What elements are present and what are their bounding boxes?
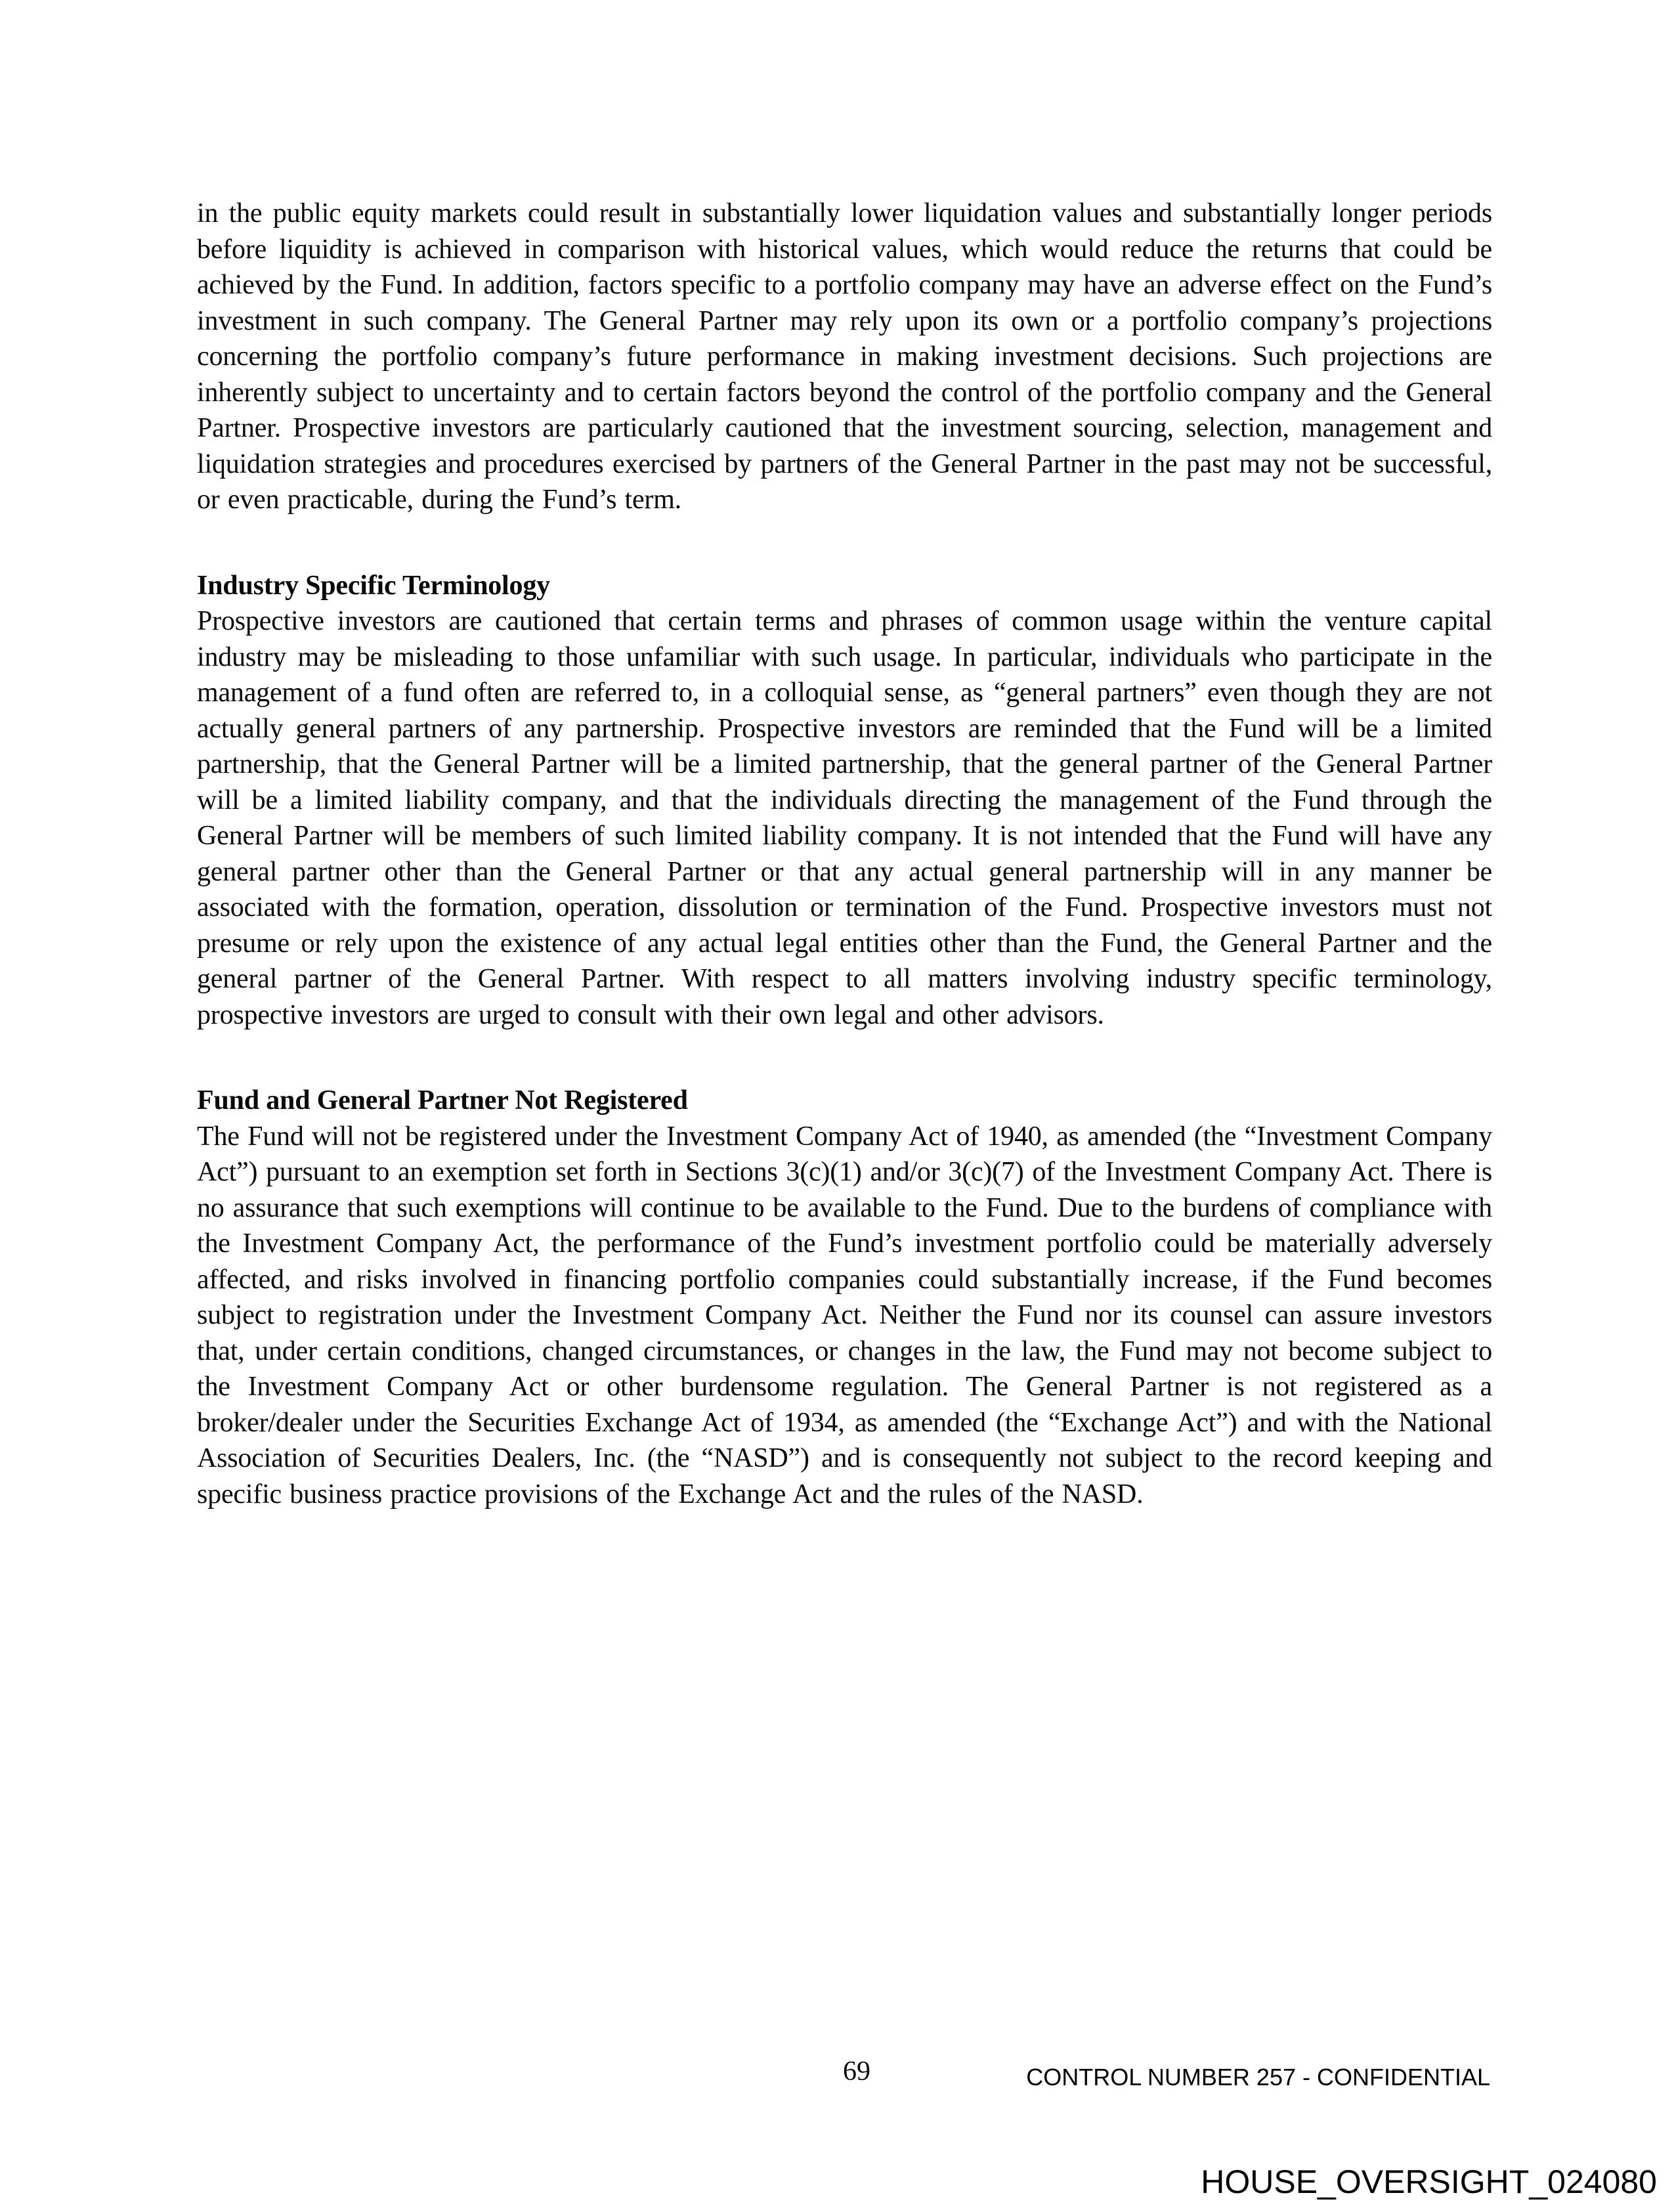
control-number-confidential-label: CONTROL NUMBER 257 - CONFIDENTIAL — [1026, 2064, 1490, 2091]
section-fund-and-general-partner-not-registered — [197, 1083, 1492, 1512]
page-content — [197, 196, 1492, 1512]
section-heading-industry-specific-terminology: Industry Specific Terminology — [197, 570, 550, 601]
paragraph-continuation: in the public equity markets could result in substantially lower liquidation values and substantially longer periods before liquidity is achieved in comparison with historical values, which would reduce the returns that could be achieved by the Fund. In addition, factors specific to a portfolio company may have an adverse effect on the Fund’s investment in such company. The General Partner may rely upon its own or a portfolio company’s projections concerning the portfolio company’s future performance in making investment decisions. Such projections are inherently subject to uncertainty and to certain factors beyond the control of the portfolio company and the General Partner. Prospective investors are particularly cautioned that the investment sourcing, selection, management and liquidation strategies and procedures exercised by partners of the General Partner in the past may not be successful, or even practicable, during the Fund’s term. — [197, 198, 1492, 515]
paragraph-industry-specific-terminology: Prospective investors are cautioned that certain terms and phrases of common usage within the venture capital industry may be misleading to those unfamiliar with such usage. In particular, individuals who participate in the management of a fund often are referred to, in a colloquial sense, as “general partners” even though they are not actually general partners of any partnership. Prospective investors are reminded that the Fund will be a limited partnership, that the General Partner will be a limited partnership, that the general partner of the General Partner will be a limited liability company, and that the individuals directing the management of the Fund through the General Partner will be members of such limited liability company. It is not intended that the Fund will have any general partner other than the General Partner or that any actual general partnership will in any manner be associated with the formation, operation, dissolution or termination of the Fund. Prospective investors must not presume or rely upon the existence of any actual legal entities other than the Fund, the General Partner and the general partner of the General Partner. With respect to all matters involving industry specific terminology, prospective investors are urged to consult with their own legal and other advisors. — [197, 606, 1492, 1030]
section-industry-specific-terminology — [197, 568, 1492, 1033]
paragraph-fund-not-registered: The Fund will not be registered under the Investment Company Act of 1940, as amended (the “Investment Company Act”) pursuant to an exemption set forth in Sections 3(c)(1) and/or 3(c)(7) of the Investment Company Act. There is no assurance that such exemptions will continue to be available to the Fund. Due to the burdens of compliance with the Investment Company Act, the performance of the Fund’s investment portfolio could be materially adversely affected, and risks involved in financing portfolio companies could substantially increase, if the Fund becomes subject to registration under the Investment Company Act. Neither the Fund nor its counsel can assure investors that, under certain conditions, changed circumstances, or changes in the law, the Fund may not become subject to the Investment Company Act or other burdensome regulation. The General Partner is not registered as a broker/dealer under the Securities Exchange Act of 1934, as amended (the “Exchange Act”) and with the National Association of Securities Dealers, Inc. (the “NASD”) and is consequently not subject to the record keeping and specific business practice provisions of the Exchange Act and the rules of the NASD. — [197, 1121, 1492, 1509]
page-number: 69 — [843, 2056, 870, 2087]
section-heading-fund-not-registered: Fund and General Partner Not Registered — [197, 1085, 688, 1116]
bates-number-stamp: HOUSE_OVERSIGHT_024080 — [1201, 2163, 1657, 2200]
section-risk-factors-continuation — [197, 196, 1492, 518]
